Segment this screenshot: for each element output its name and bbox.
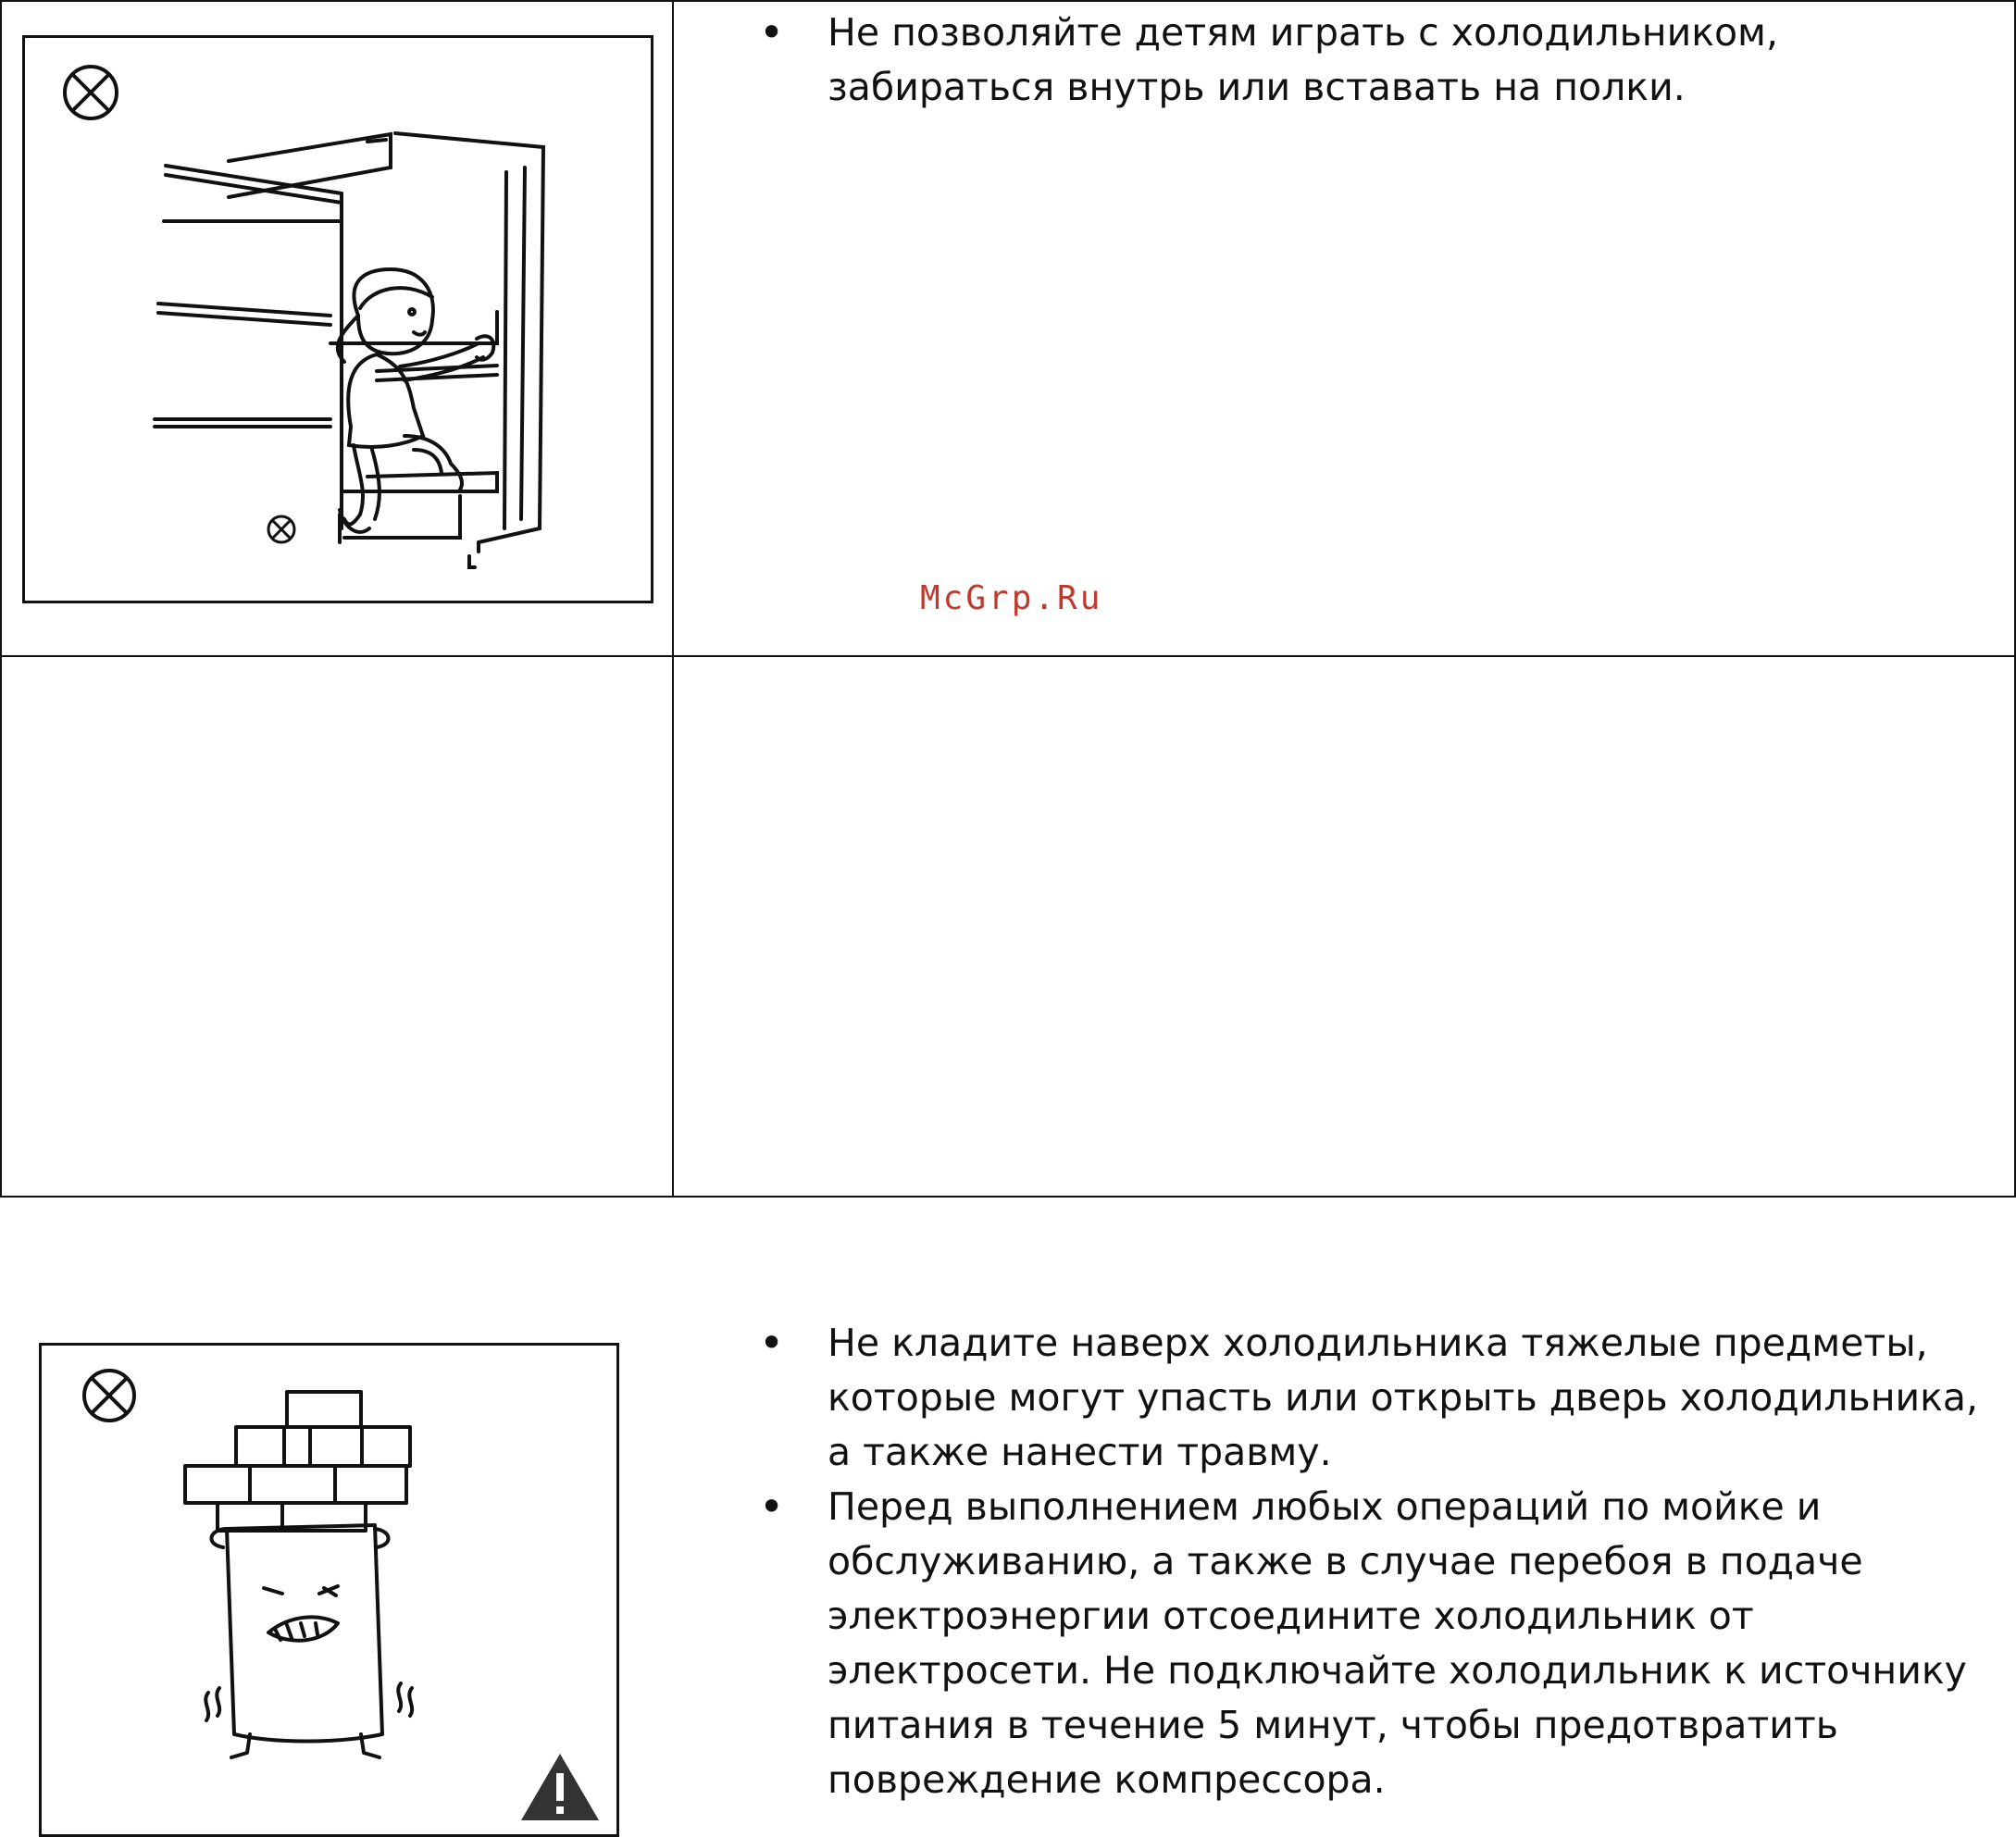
bullet-list — [740, 1316, 1981, 1807]
warning-triangle-icon — [521, 1754, 599, 1820]
bullet-list — [740, 6, 1981, 115]
list-item: • Не позволяйте детям играть с холодильником, забираться внутрь или вставать на полки. — [740, 6, 1981, 115]
column-divider — [672, 0, 674, 1198]
row2-text-cell — [740, 1316, 1981, 1807]
watermark: McGrp.Ru — [920, 579, 1103, 617]
fridge-heavy-load-illustration — [39, 1343, 619, 1837]
row1-text-cell — [740, 6, 1981, 115]
child-climbing-illustration — [22, 35, 653, 603]
table-row — [0, 655, 2016, 1802]
prohibition-icon — [84, 1371, 134, 1421]
table-row — [0, 0, 2016, 657]
prohibition-icon — [65, 67, 117, 118]
small-prohibition-icon — [268, 516, 294, 542]
list-item: • Не кладите наверх холодильника тяжелые предметы, которые могут упасть или открыть дверь холодильника, а также нанести травму. — [740, 1316, 1981, 1480]
list-item: • Перед выполнением любых операций по мойке и обслуживанию, а также в случае перебоя в подаче электроэнергии отсоедините холодильник от электросети. Не подключайте холодильник к источнику питания в течение 5 минут, чтобы предотвратить повреждение компрессора. — [740, 1480, 1981, 1807]
